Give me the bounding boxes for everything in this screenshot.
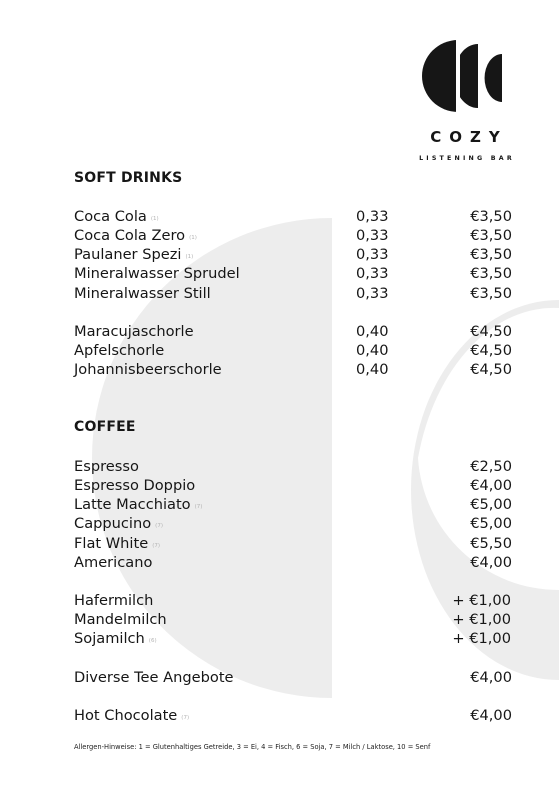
section-title-soft-drinks: SOFT DRINKS xyxy=(74,170,183,186)
menu-item xyxy=(74,553,514,572)
item-name: Coca Cola Zero (1) xyxy=(74,227,197,244)
cozy-logo-icon xyxy=(422,40,510,112)
brand-name: COZY xyxy=(430,128,508,146)
brand-tagline: LISTENING BAR xyxy=(419,155,515,162)
item-price: €5,50 xyxy=(470,535,512,552)
menu-item xyxy=(74,534,514,553)
item-name: Sojamilch (6) xyxy=(74,630,157,647)
item-price: €3,50 xyxy=(470,246,512,263)
menu-item xyxy=(74,495,514,514)
item-price: €4,00 xyxy=(470,669,512,686)
item-price: + €1,00 xyxy=(452,592,511,609)
item-name: Mandelmilch xyxy=(74,611,167,628)
item-price: €4,50 xyxy=(470,323,512,340)
item-name: Maracujaschorle xyxy=(74,323,194,340)
menu-item xyxy=(74,207,514,226)
item-volume: 0,40 xyxy=(356,323,389,340)
item-name: Mineralwasser Sprudel xyxy=(74,265,240,282)
menu-item xyxy=(74,706,514,725)
item-name: Americano xyxy=(74,554,153,571)
item-name: Espresso xyxy=(74,458,139,475)
allergen-note: (7) xyxy=(152,543,160,549)
item-name: Espresso Doppio xyxy=(74,477,196,494)
item-name: Hot Chocolate (7) xyxy=(74,707,190,724)
section-title-coffee: COFFEE xyxy=(74,419,136,435)
item-name: Hafermilch xyxy=(74,592,154,609)
item-price: €3,50 xyxy=(470,265,512,282)
allergen-note: (7) xyxy=(181,715,190,721)
menu-item xyxy=(74,360,514,379)
item-price: €3,50 xyxy=(470,227,512,244)
menu-item xyxy=(74,322,514,341)
item-name: Cappucino (7) xyxy=(74,515,163,532)
item-price: €4,50 xyxy=(470,342,512,359)
menu-item xyxy=(74,284,514,303)
allergen-note: (7) xyxy=(194,504,203,510)
item-price: + €1,00 xyxy=(452,630,511,647)
allergen-note: (1) xyxy=(185,254,194,260)
item-price: €5,00 xyxy=(470,515,512,532)
menu-item xyxy=(74,514,514,533)
menu-item xyxy=(74,457,514,476)
item-volume: 0,40 xyxy=(356,361,389,378)
allergen-note: (1) xyxy=(150,216,159,222)
allergen-note: (6) xyxy=(148,638,157,644)
item-price: €2,50 xyxy=(470,458,512,475)
menu-item xyxy=(74,629,514,648)
item-price: + €1,00 xyxy=(452,611,511,628)
item-price: €3,50 xyxy=(470,285,512,302)
menu-item xyxy=(74,245,514,264)
item-price: €4,00 xyxy=(470,707,512,724)
item-price: €4,50 xyxy=(470,361,512,378)
item-volume: 0,33 xyxy=(356,208,389,225)
item-volume: 0,33 xyxy=(356,227,389,244)
item-name: Mineralwasser Still xyxy=(74,285,211,302)
menu-item xyxy=(74,264,514,283)
allergen-footnote: Allergen-Hinweise: 1 = Glutenhaltiges Getreide, 3 = Ei, 4 = Fisch, 6 = Soja, 7 = Milch / Laktose, 10 = Senf xyxy=(74,743,431,751)
item-volume: 0,33 xyxy=(356,246,389,263)
item-name: Apfelschorle xyxy=(74,342,165,359)
allergen-note: (7) xyxy=(155,523,163,529)
item-name: Diverse Tee Angebote xyxy=(74,669,234,686)
menu-item xyxy=(74,591,514,610)
item-name: Flat White (7) xyxy=(74,535,160,552)
menu-item xyxy=(74,341,514,360)
item-price: €4,00 xyxy=(470,477,512,494)
item-name: Latte Macchiato (7) xyxy=(74,496,203,513)
item-volume: 0,33 xyxy=(356,265,389,282)
menu-item xyxy=(74,668,514,687)
item-price: €5,00 xyxy=(470,496,512,513)
item-name: Coca Cola (1) xyxy=(74,208,159,225)
allergen-note: (1) xyxy=(189,235,197,241)
menu-item xyxy=(74,476,514,495)
item-price: €4,00 xyxy=(470,554,512,571)
item-name: Paulaner Spezi (1) xyxy=(74,246,194,263)
item-volume: 0,40 xyxy=(356,342,389,359)
item-volume: 0,33 xyxy=(356,285,389,302)
menu-item xyxy=(74,226,514,245)
menu-item xyxy=(74,610,514,629)
item-price: €3,50 xyxy=(470,208,512,225)
item-name: Johannisbeerschorle xyxy=(74,361,222,378)
